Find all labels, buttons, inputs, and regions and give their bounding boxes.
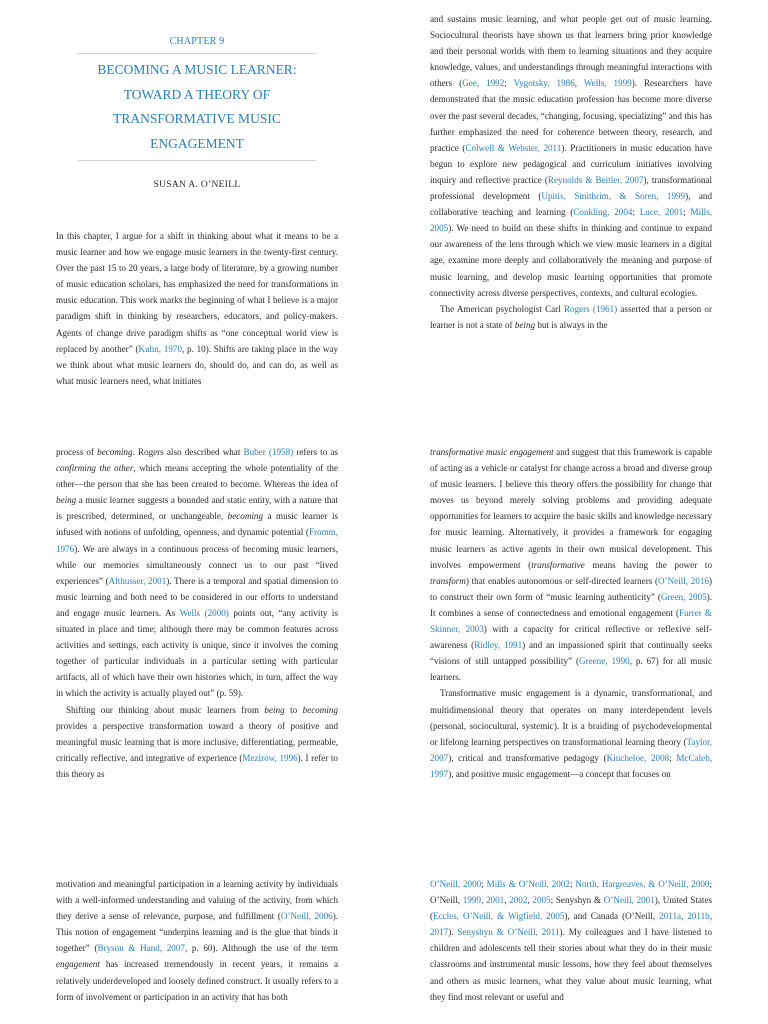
title-divider-bottom — [78, 160, 316, 161]
citation-link[interactable]: Gee, 1992 — [462, 78, 505, 89]
body-text — [56, 228, 338, 389]
paragraph: Transformative music engagement is a dynamic, transformational, and multidimensional theory that operates on many interdependent levels (personal, sociocultural, systemic). It is a braiding of psychodevelopmental or lifelong learning perspectives on transformational learning theory (Taylor, 2007), critical and transformative pedagogy (Kincheloe, 2008; McCaleb, 1997), and positive music engagement—a concept that focuses on — [430, 688, 712, 779]
citation-link[interactable]: Ridley, 1991 — [474, 640, 523, 651]
page-2 — [430, 11, 712, 411]
page-chapter-opening — [56, 28, 338, 420]
body-text — [56, 876, 338, 1005]
citation-link[interactable]: Kincheloe, 2008 — [606, 752, 670, 763]
chapter-title-line: ENGAGEMENT — [150, 135, 244, 151]
citation-link[interactable]: O’Neill, 2000 — [430, 879, 482, 889]
citation-link[interactable]: Mills & O’Neill, 2002 — [486, 879, 570, 889]
page-4 — [430, 444, 712, 836]
body-text — [430, 11, 712, 333]
chapter-title-line: TRANSFORMATIVE MUSIC — [113, 111, 281, 126]
body-text — [430, 444, 712, 782]
citation-link[interactable]: Colwell & Webster, 2011 — [465, 142, 562, 153]
title-divider-top — [78, 53, 316, 54]
citation-link[interactable]: Senyshyn & O’Neill, 2011 — [457, 927, 560, 938]
citation-link[interactable]: Kuhn, 1970 — [138, 343, 182, 354]
citation-link[interactable]: Luce, 2001 — [639, 207, 684, 218]
citation-link[interactable]: Vygotsky, 1986 — [513, 78, 575, 89]
citation-link[interactable]: Green, 2005 — [660, 591, 707, 602]
citation-link[interactable]: 2017 — [430, 927, 449, 938]
paragraph: process of becoming. Rogers also described what Buber (1958) refers to as confirming the other, which means accepting the whole potentiality of the other—the person that she has been created to become. Whereas the idea of being a music learner suggests a bounded and static entity, with a nature that is prescribed, determined, or unchangeable, becoming a music learner is infused with notions of unfolding, openness, and dynamic potential (Fromm, 1976). We are always in a continuous process of becoming music learners, while our memories simultaneously connect us to our past “lived experiences” (Althusser, 2001). There is a temporal and spatial dimension to music learning and both need to be considered in our efforts to understand and engage music learners. As Wells (2000) points out, “any activity is situated in place and time; although there may be common features across activities and settings, each activity is unique, since it involves the coming together of particular individuals in a particular setting with particular artifacts, all of which have their own histories which, in turn, affect the way in which the activity is actually played out” (p. 59). — [56, 447, 338, 699]
author-name: SUSAN A. O’NEILL — [153, 180, 241, 190]
citation-link[interactable]: 2011a — [659, 911, 682, 922]
citation-link[interactable]: Fromm, 1976 — [56, 527, 338, 554]
paragraph: motivation and meaningful participation in a learning activity by individuals with a well-informed understanding and valuing of the activity, from which they derive a sense of relevance, purpose, and fulfillment (O’Neill, 2006). This notion of engagement “underpins learning and is the glue that binds it together” (Bryson & Hand, 2007, p. 60). Although the use of the term engagement has increased tremendously in recent years, it remains a relatively underdeveloped and loosely defined construct. It usually refers to a form of involvement or participation in an activity that has both — [56, 879, 338, 1002]
citation-link[interactable]: Althusser, 2001 — [108, 575, 167, 586]
citation-link[interactable]: North, Hargreaves, & O’Neill, 2000 — [575, 879, 710, 889]
paragraph: transformative music engagement and suggest that this framework is capable of acting as a vehicle or catalyst for change across a broad and diverse group of music learners. I believe this theory offers the possibility for change that moves us beyond merely solving problems and providing adequate opportunities for learners to acquire the basic skills and knowledge necessary for music learning. Alternatively, it provides a framework for engaging music learners as active agents in their own musical development. This involves empowerment (transformative means having the power to transform) that enables autonomous or self-directed learners (O’Neill, 2016) to construct their own form of “music learning authenticity” (Green, 2005). It combines a sense of connectedness and emotional engagement (Furrer & Skinner, 2003) with a capacity for critical reflective or reflexive self-awareness (Ridley, 1991) and an impassioned spirit that continually seeks “visions of still untapped possibility” (Greene, 1990, p. 67) for all music learners. — [430, 447, 712, 683]
citation-link[interactable]: Buber (1958) — [243, 447, 294, 457]
citation-link[interactable]: 2005 — [532, 895, 551, 906]
citation-link[interactable]: Bryson & Hand, 2007 — [97, 943, 185, 954]
page-3 — [56, 444, 338, 836]
body-text — [56, 444, 338, 782]
citation-link[interactable]: 2001 — [486, 895, 505, 906]
citation-link[interactable]: 2011b — [687, 911, 710, 922]
page-6 — [430, 876, 712, 1024]
citation-link[interactable]: Eccles, O’Neill, & Wigfield, 2005 — [433, 911, 565, 922]
citation-link[interactable]: Upitis, Smithrim, & Soren, 1999 — [541, 191, 686, 202]
citation-link[interactable]: Wells (2000) — [179, 607, 229, 618]
citation-link[interactable]: Mezirow, 1996 — [242, 752, 298, 763]
paragraph: Shifting our thinking about music learners from being to becoming provides a perspective transformation toward a theory of positive and meaningful music learning that is more inclusive, differentiating, permeable, critically reflective, and integrative of experience (Mezirow, 1996). I refer to this theory as — [56, 704, 338, 779]
chapter-title-line: TOWARD A THEORY OF — [123, 86, 271, 102]
chapter-label: CHAPTER 9 — [169, 36, 225, 47]
citation-link[interactable]: McCaleb, 1997 — [430, 752, 712, 779]
citation-link[interactable]: O’Neill, 2016 — [658, 575, 709, 586]
citation-link[interactable]: Furrer & Skinner, 2003 — [430, 607, 712, 635]
citation-link[interactable]: Rogers (1961) — [563, 303, 618, 314]
chapter-title-line: BECOMING A MUSIC LEARNER: — [97, 62, 297, 77]
paragraph: In this chapter, I argue for a shift in thinking about what it means to be a music learner and how we engage music learners in the twenty-first century. Over the past 15 to 20 years, a large body of literature, by a growing number of music education scholars, has emphasized the need for transformations in music education. This work marks the beginning of what I believe is a major paradigm shift in thinking by researchers, educators, and policy-makers. Agents of change drive paradigm shifts as “one conceptual world view is replaced by another” (Kuhn, 1970, p. 10). Shifts are taking place in the way we think about what music learners do, should do, and can do, as well as what music learners need, what initiates — [56, 231, 338, 386]
paragraph: O’Neill, 2000; Mills & O’Neill, 2002; North, Hargreaves, & O’Neill, 2000; O’Neill, 1999, 2001, 2002, 2005; Senyshyn & O’Neill, 2001), United States (Eccles, O’Neill, & Wigfield, 2005), and Canada (O’Neill, 2011a, 2011b, 2017). Senyshyn & O’Neill, 2011). My colleagues and I have listened to children and adolescents tell their stories about what they do in their music classrooms and instrumental music lessons, how they feel about themselves and others as music learners, what they value about music learning, what they find most relevant or useful and — [430, 879, 712, 1002]
citation-link[interactable]: Wells, 1999 — [583, 78, 632, 89]
citation-link[interactable]: Greene, 1990 — [579, 656, 630, 667]
chapter-title — [56, 58, 338, 156]
citation-link[interactable]: O’Neill, 2001 — [603, 895, 655, 906]
paragraph: The American psychologist Carl Rogers (1961) asserted that a person or learner is not a state of being but is always in the — [430, 303, 712, 330]
citation-link[interactable]: Reynolds & Beitler, 2007 — [547, 174, 644, 185]
citation-link[interactable]: 1999 — [462, 895, 481, 906]
citation-link[interactable]: O’Neill, 2006 — [280, 911, 333, 922]
paragraph: and sustains music learning, and what people get out of music learning. Sociocultural theorists have shown us that learners bring prior knowledge and their personal worlds with them to learning situations and they acquire knowledge, values, and understandings through meaningful interactions with others (Gee, 1992; Vygotsky, 1986, Wells, 1999). Researchers have demonstrated that the music education profession has become more diverse over the past several decades, “changing, focusing, specializing” and this has further emphasized the need for coherence between theory, research, and practice (Colwell & Webster, 2011). Practitioners in music education have begun to explore new pedagogical and curriculum initiatives involving inquiry and reflective practice (Reynolds & Beitler, 2007), transformational professional development (Upitis, Smithrim, & Soren, 1999), and collaborative teaching and learning (Conkling, 2004; Luce, 2001; Mills, 2005). We need to build on these shifts in thinking and continue to expand our awareness of the lens through which we view music learners in a digital age, examine more deeply and collaboratively the meaning and purpose of music learning, and develop music learning opportunities that promote connectivity across diverse perspectives, contexts, and cultural ecologies. — [430, 14, 712, 298]
body-text — [430, 876, 712, 1005]
citation-link[interactable]: Mills, 2005 — [430, 207, 712, 234]
citation-link[interactable]: Taylor, 2007 — [430, 736, 712, 763]
citation-link[interactable]: Conkling, 2004 — [573, 207, 633, 218]
page-5 — [56, 876, 338, 1024]
citation-link[interactable]: 2002 — [509, 895, 528, 906]
